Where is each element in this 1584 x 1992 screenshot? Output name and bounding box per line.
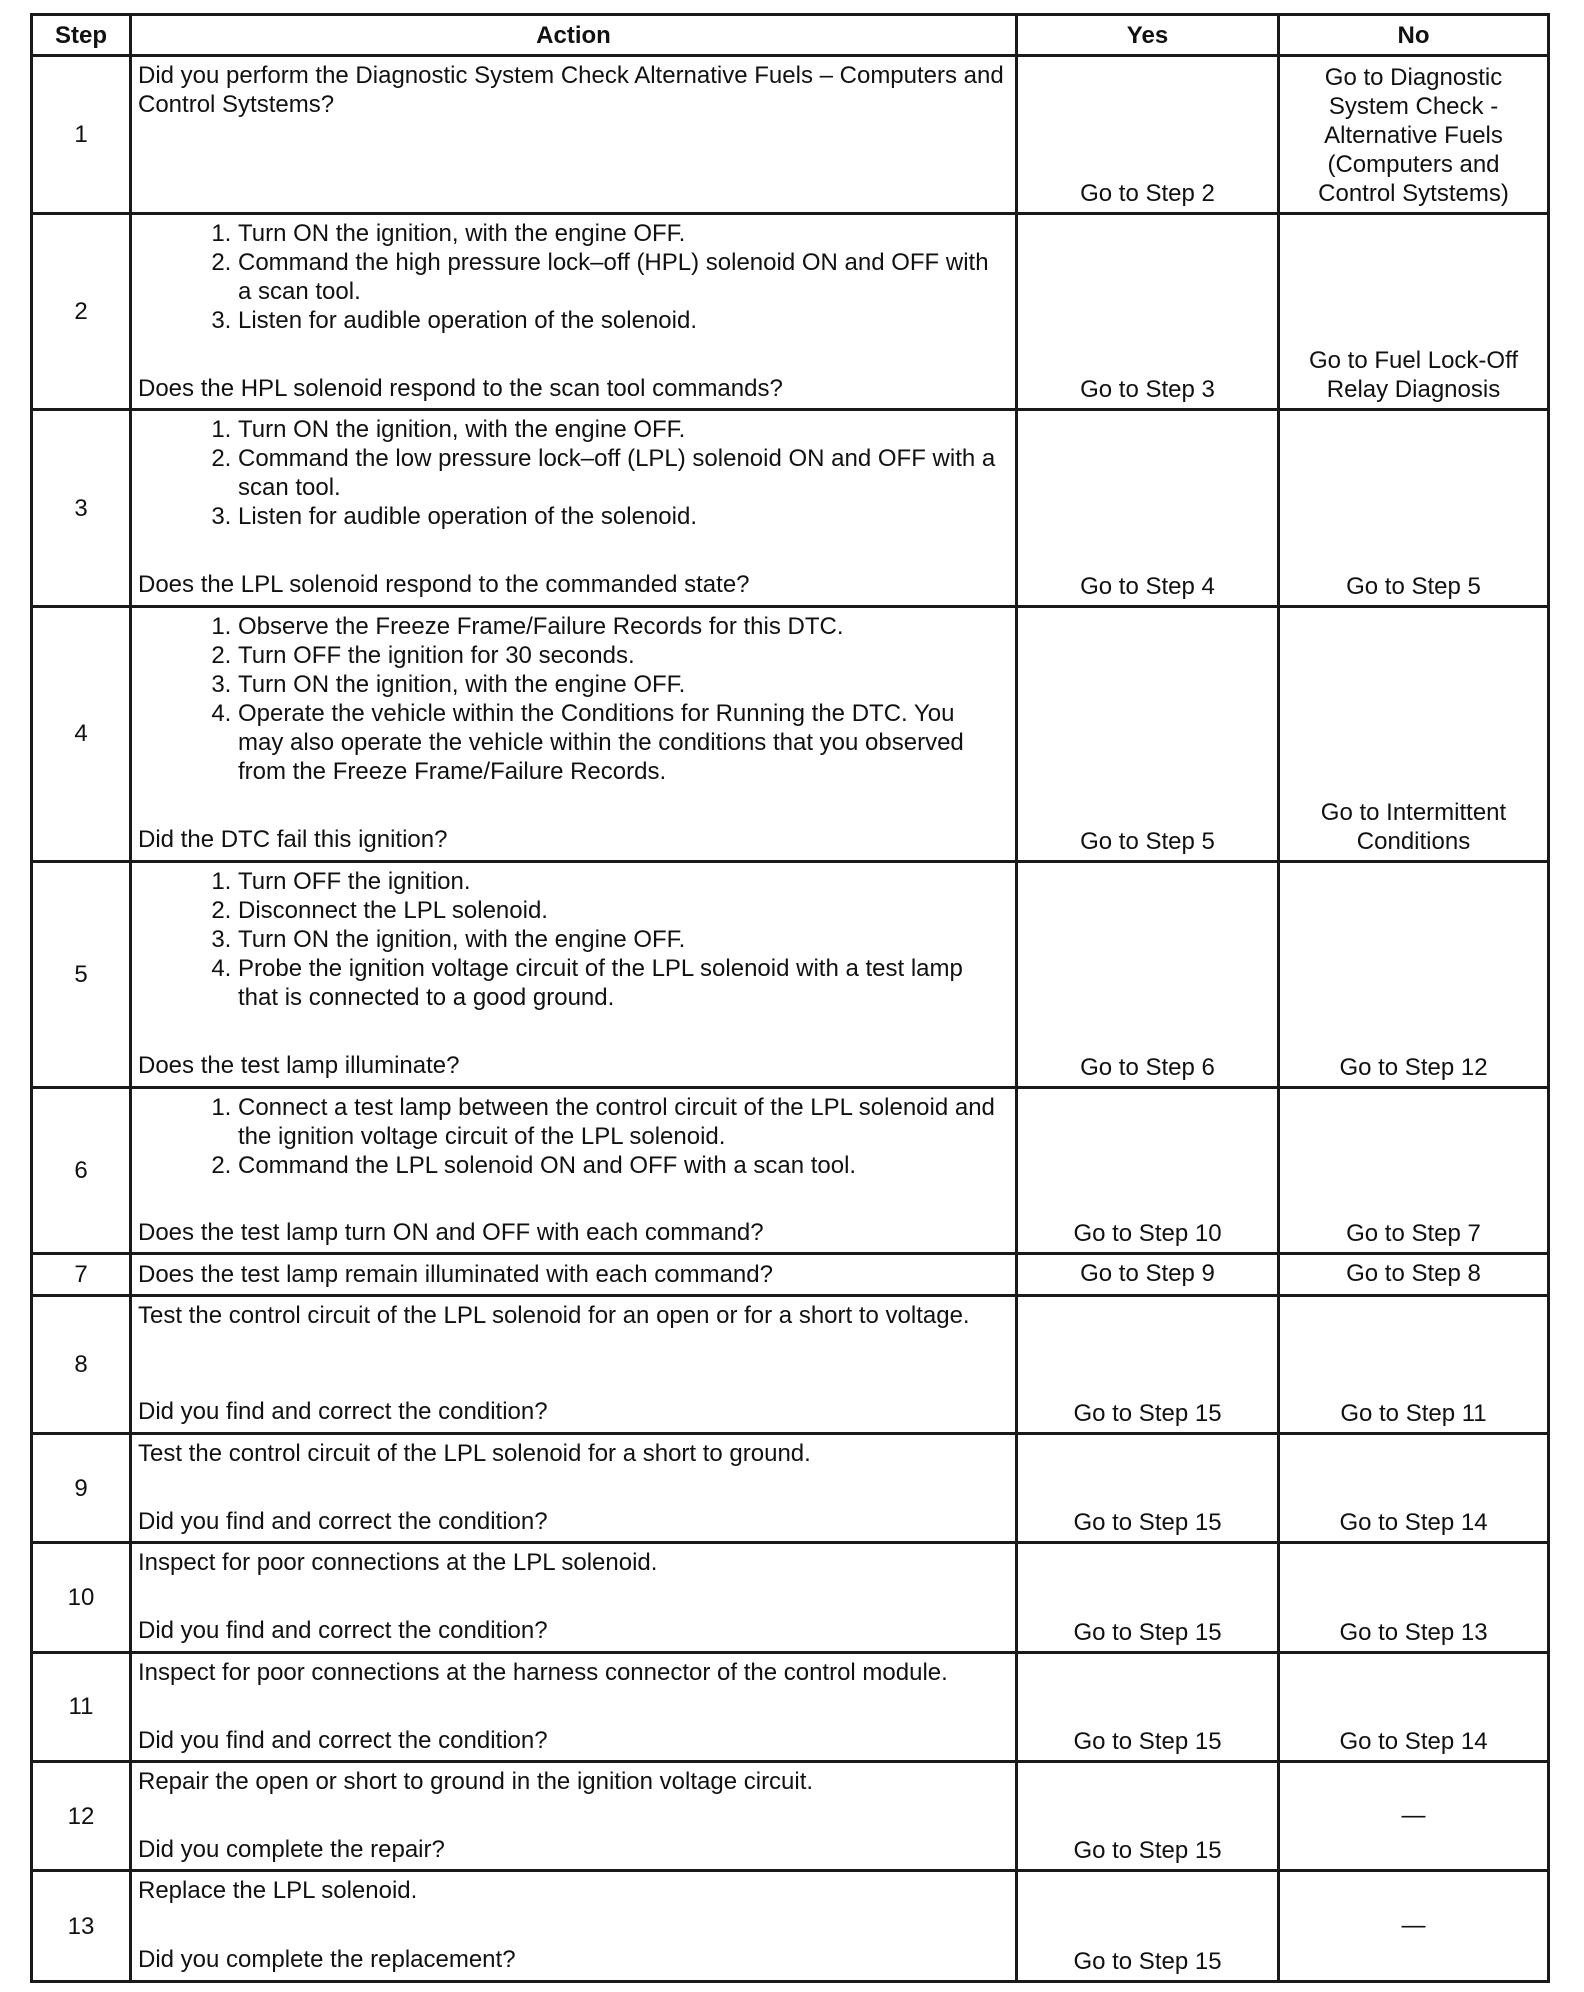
step-number: 9 bbox=[32, 1433, 131, 1542]
action-cell bbox=[131, 1433, 1017, 1542]
action-cell bbox=[131, 56, 1017, 214]
header-action: Action bbox=[131, 15, 1017, 56]
no-outcome: Go to Step 11 bbox=[1279, 1296, 1549, 1433]
step-number: 10 bbox=[32, 1543, 131, 1652]
action-body bbox=[138, 867, 1005, 1012]
action-step-item: 2. Command the LPL solenoid ON and OFF with a scan tool. bbox=[238, 1151, 1005, 1180]
action-question: Does the LPL solenoid respond to the commanded state? bbox=[138, 571, 750, 599]
action-step-item: 2. Command the high pressure lock–off (HPL) solenoid ON and OFF with a scan tool. bbox=[238, 248, 1005, 306]
action-cell bbox=[131, 1871, 1017, 1982]
yes-outcome: Go to Step 15 bbox=[1017, 1296, 1279, 1433]
action-step-item: 1. Observe the Freeze Frame/Failure Records for this DTC. bbox=[238, 612, 1005, 641]
no-outcome: Go to Step 14 bbox=[1279, 1433, 1549, 1542]
action-step-item: 2. Disconnect the LPL solenoid. bbox=[238, 896, 1005, 925]
action-body bbox=[138, 612, 1005, 786]
no-outcome: Go to Step 12 bbox=[1279, 861, 1549, 1087]
table-header-row bbox=[32, 15, 1549, 56]
table-row bbox=[32, 1871, 1549, 1982]
action-question: Does the test lamp turn ON and OFF with each command? bbox=[138, 1218, 764, 1246]
action-cell bbox=[131, 1087, 1017, 1254]
action-body bbox=[138, 1439, 1005, 1468]
action-step-item: 2. Turn OFF the ignition for 30 seconds. bbox=[238, 641, 1005, 670]
header-step: Step bbox=[32, 15, 131, 56]
no-outcome: — bbox=[1279, 1871, 1549, 1982]
action-body bbox=[138, 1301, 1005, 1330]
action-body bbox=[138, 61, 1005, 119]
yes-outcome: Go to Step 15 bbox=[1017, 1762, 1279, 1871]
action-body bbox=[138, 415, 1005, 531]
action-body bbox=[138, 1876, 1005, 1905]
no-outcome: — bbox=[1279, 1762, 1549, 1871]
table-row bbox=[32, 861, 1549, 1087]
yes-outcome: Go to Step 9 bbox=[1017, 1254, 1279, 1296]
action-intro: Inspect for poor connections at the harness connector of the control module. bbox=[138, 1658, 948, 1686]
step-number: 13 bbox=[32, 1871, 131, 1982]
action-step-item: 3. Listen for audible operation of the solenoid. bbox=[238, 502, 1005, 531]
action-cell bbox=[131, 1296, 1017, 1433]
yes-outcome: Go to Step 15 bbox=[1017, 1543, 1279, 1652]
step-number: 3 bbox=[32, 410, 131, 607]
table-row bbox=[32, 606, 1549, 861]
action-steps-list bbox=[138, 1093, 1005, 1180]
table-row bbox=[32, 56, 1549, 214]
step-number: 1 bbox=[32, 56, 131, 214]
table-row bbox=[32, 1433, 1549, 1542]
table-row bbox=[32, 1254, 1549, 1296]
no-outcome: Go to Step 13 bbox=[1279, 1543, 1549, 1652]
action-steps-list bbox=[138, 612, 1005, 786]
action-cell bbox=[131, 606, 1017, 861]
no-outcome: Go to Step 7 bbox=[1279, 1087, 1549, 1254]
action-cell bbox=[131, 213, 1017, 410]
action-intro: Inspect for poor connections at the LPL solenoid. bbox=[138, 1549, 658, 1577]
step-number: 8 bbox=[32, 1296, 131, 1433]
yes-outcome: Go to Step 10 bbox=[1017, 1087, 1279, 1254]
action-step-item: 3. Turn ON the ignition, with the engine OFF. bbox=[238, 925, 1005, 954]
action-question: Did you find and correct the condition? bbox=[138, 1617, 548, 1645]
action-intro: Test the control circuit of the LPL solenoid for a short to ground. bbox=[138, 1439, 811, 1467]
header-no: No bbox=[1279, 15, 1549, 56]
action-question: Did you complete the repair? bbox=[138, 1836, 445, 1864]
yes-outcome: Go to Step 15 bbox=[1017, 1433, 1279, 1542]
action-step-item: 4. Probe the ignition voltage circuit of the LPL solenoid with a test lamp that is connected to a good ground. bbox=[238, 954, 1005, 1012]
step-number: 4 bbox=[32, 606, 131, 861]
action-question: Does the test lamp remain illuminated with each command? bbox=[138, 1260, 773, 1288]
table-row bbox=[32, 410, 1549, 607]
no-outcome: Go to Intermittent Conditions bbox=[1279, 606, 1549, 861]
action-intro: Repair the open or short to ground in the ignition voltage circuit. bbox=[138, 1768, 814, 1796]
diagnostic-table bbox=[30, 13, 1550, 1983]
action-step-item: 3. Turn ON the ignition, with the engine OFF. bbox=[238, 670, 1005, 699]
table-row bbox=[32, 1652, 1549, 1761]
action-question: Did you find and correct the condition? bbox=[138, 1507, 548, 1535]
action-steps-list bbox=[138, 415, 1005, 531]
yes-outcome: Go to Step 4 bbox=[1017, 410, 1279, 607]
action-steps-list bbox=[138, 867, 1005, 1012]
action-question: Does the test lamp illuminate? bbox=[138, 1051, 460, 1079]
step-number: 7 bbox=[32, 1254, 131, 1296]
action-intro: Did you perform the Diagnostic System Check Alternative Fuels – Computers and Control Sytstems? bbox=[138, 62, 1004, 118]
no-outcome: Go to Diagnostic System Check - Alternative Fuels (Computers and Control Sytstems) bbox=[1279, 56, 1549, 214]
step-number: 6 bbox=[32, 1087, 131, 1254]
yes-outcome: Go to Step 15 bbox=[1017, 1871, 1279, 1982]
no-outcome: Go to Step 8 bbox=[1279, 1254, 1549, 1296]
step-number: 2 bbox=[32, 213, 131, 410]
table-row bbox=[32, 1296, 1549, 1433]
table-row bbox=[32, 213, 1549, 410]
action-cell bbox=[131, 1762, 1017, 1871]
no-outcome: Go to Fuel Lock-Off Relay Diagnosis bbox=[1279, 213, 1549, 410]
step-number: 5 bbox=[32, 861, 131, 1087]
action-cell bbox=[131, 1652, 1017, 1761]
action-body bbox=[138, 1767, 1005, 1796]
action-body bbox=[138, 1658, 1005, 1687]
action-step-item: 1. Turn OFF the ignition. bbox=[238, 867, 1005, 896]
action-step-item: 1. Turn ON the ignition, with the engine OFF. bbox=[238, 219, 1005, 248]
step-number: 11 bbox=[32, 1652, 131, 1761]
action-intro: Test the control circuit of the LPL solenoid for an open or for a short to voltage. bbox=[138, 1302, 970, 1330]
yes-outcome: Go to Step 6 bbox=[1017, 861, 1279, 1087]
action-body bbox=[138, 1093, 1005, 1180]
no-outcome: Go to Step 5 bbox=[1279, 410, 1549, 607]
action-cell bbox=[131, 1254, 1017, 1296]
action-cell bbox=[131, 1543, 1017, 1652]
action-question: Does the HPL solenoid respond to the scan tool commands? bbox=[138, 374, 783, 402]
action-cell bbox=[131, 410, 1017, 607]
action-step-item: 1. Connect a test lamp between the control circuit of the LPL solenoid and the ignition voltage circuit of the LPL solenoid. bbox=[238, 1093, 1005, 1151]
step-number: 12 bbox=[32, 1762, 131, 1871]
action-body bbox=[138, 1548, 1005, 1577]
action-question: Did the DTC fail this ignition? bbox=[138, 825, 448, 853]
action-question: Did you complete the replacement? bbox=[138, 1946, 516, 1974]
action-step-item: 1. Turn ON the ignition, with the engine OFF. bbox=[238, 415, 1005, 444]
action-question: Did you find and correct the condition? bbox=[138, 1398, 548, 1426]
action-step-item: 4. Operate the vehicle within the Conditions for Running the DTC. You may also operate the vehicle within the conditions that you observed from the Freeze Frame/Failure Records. bbox=[238, 699, 1005, 786]
action-step-item: 2. Command the low pressure lock–off (LPL) solenoid ON and OFF with a scan tool. bbox=[238, 444, 1005, 502]
action-body bbox=[138, 219, 1005, 335]
action-step-item: 3. Listen for audible operation of the solenoid. bbox=[238, 306, 1005, 335]
no-outcome: Go to Step 14 bbox=[1279, 1652, 1549, 1761]
action-question: Did you find and correct the condition? bbox=[138, 1726, 548, 1754]
yes-outcome: Go to Step 5 bbox=[1017, 606, 1279, 861]
table-row bbox=[32, 1087, 1549, 1254]
header-yes: Yes bbox=[1017, 15, 1279, 56]
table-row bbox=[32, 1762, 1549, 1871]
action-steps-list bbox=[138, 219, 1005, 335]
action-cell bbox=[131, 861, 1017, 1087]
yes-outcome: Go to Step 2 bbox=[1017, 56, 1279, 214]
yes-outcome: Go to Step 15 bbox=[1017, 1652, 1279, 1761]
yes-outcome: Go to Step 3 bbox=[1017, 213, 1279, 410]
action-intro: Replace the LPL solenoid. bbox=[138, 1877, 418, 1905]
table-row bbox=[32, 1543, 1549, 1652]
